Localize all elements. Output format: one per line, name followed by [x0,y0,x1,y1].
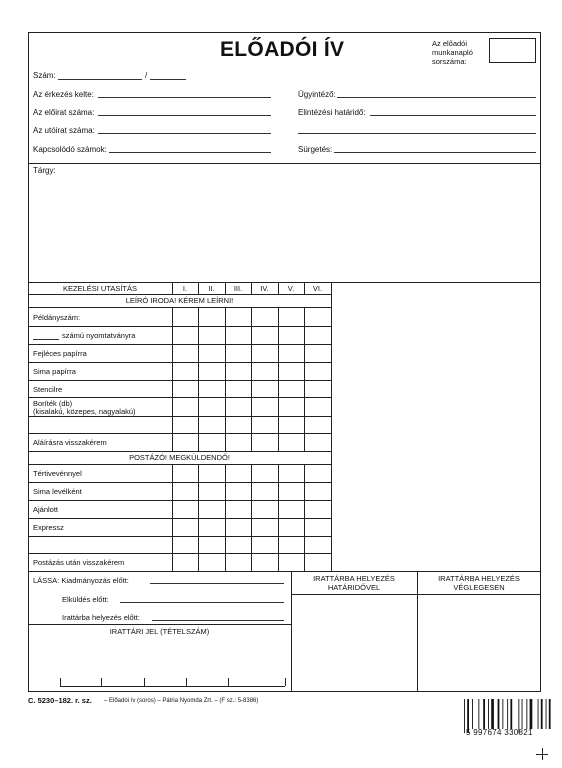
szam-year-field[interactable] [150,79,186,80]
reminder-label: Sürgetés: [298,145,333,154]
row-stencil: Stencilre [33,385,63,394]
arrival-date-label: Az érkezés kelte: [33,90,94,99]
barcode-bar [510,699,512,729]
section-typing-header: LEÍRÓ IRODA! KÉREM LEÍRNI! [125,296,234,305]
col-sep [172,307,173,451]
row-line [28,362,331,363]
footer-desc: – Előadói ív (soros) – Pátria Nyomda Zrt. – (F sz.: 5-8386) [104,698,259,704]
later-doc-label: Az utóirat száma: [33,126,95,135]
col-header-2: II. [208,284,215,293]
table-header-line [28,294,331,295]
szam-label: Szám: [33,71,56,80]
deadline-label: Elintézési határidő: [298,108,366,117]
deadline-field[interactable] [370,115,536,116]
row-line [28,500,331,501]
barcode-bar [507,699,508,729]
row-line [28,397,331,398]
row-line [28,416,331,417]
row-line [28,433,331,434]
see-before-send-field[interactable] [120,602,284,603]
archive-tick [144,678,145,686]
header-divider [28,163,541,164]
subject-label: Tárgy: [33,166,56,175]
log-number-box[interactable] [489,38,536,63]
barcode-bar [549,699,551,729]
form-number-field[interactable] [33,339,59,340]
archive-tick [228,678,229,686]
bottom-top-line [28,571,541,572]
row-line [28,536,331,537]
col-header-6: VI. [312,284,323,293]
handling-header: KEZELÉSI UTASÍTÁS [62,284,138,293]
archive-code-label: IRATTÁRI JEL (TÉTELSZÁM) [109,627,210,636]
barcode-bar [498,699,500,729]
col-header-4: IV. [260,284,269,293]
section-line [28,464,331,465]
archive-tick [186,678,187,686]
prior-doc-label: Az előirat száma: [33,108,95,117]
archive-deadline-label-1: IRATTÁRBA HELYEZÉS [313,574,395,583]
barcode-bar [546,699,547,729]
row-form-number: számú nyomtatványra [62,331,136,340]
barcode-bar [530,699,533,729]
szam-field[interactable] [58,79,142,80]
see-before-issue-field[interactable] [150,583,284,584]
row-line [28,326,331,327]
col-header-3: III. [233,284,243,293]
row-return-after-mail: Postázás után visszakérem [33,558,125,567]
clerk-field[interactable] [337,97,536,98]
row-line [28,344,331,345]
barcode-bar [472,699,473,729]
barcode-bar [538,699,539,729]
row-envelope-sizes: (kisalakú, közepes, nagyalakú) [33,407,136,416]
archive-tick [60,678,61,686]
row-return-signature: Aláírásra visszakérem [33,438,107,447]
crop-mark [536,754,548,755]
barcode-bar [526,699,527,729]
col-sep [304,307,305,451]
log-label-3: sorszáma: [432,57,467,66]
row-envelope: Boríték (db) [33,399,73,408]
row-plain-paper: Sima papírra [33,367,76,376]
row-plain-letter: Sima levélként [33,487,82,496]
barcode-bar [491,699,494,729]
archive-code-baseline [60,686,285,687]
szam-separator: / [145,71,148,80]
row-copies: Példányszám: [33,313,81,322]
archive-code-line [28,624,291,625]
clerk-label: Ügyintéző: [298,90,336,99]
bottom-header-line [291,594,541,595]
row-registered: Ajánlott [33,505,59,514]
subject-area[interactable] [30,175,538,280]
see-before-send: Elküldés előtt: [62,595,109,604]
footer-code: C. 5230–182. r. sz. [28,696,92,705]
row-line [28,451,331,452]
col-sep [278,307,279,451]
prior-doc-field[interactable] [98,115,271,116]
table-top-line [28,282,541,283]
barcode-bar [478,699,479,729]
table-right-border [331,282,332,572]
row-express: Expressz [33,523,64,532]
reminder-field[interactable] [334,152,536,153]
section-mail-header: POSTÁZÓ! MEGKÜLDENDŐ! [129,453,230,462]
arrival-date-field[interactable] [98,97,271,98]
log-label-1: Az előadói [432,39,468,48]
later-doc-field[interactable] [98,133,271,134]
barcode-bar [488,699,489,729]
archive-tick [285,678,286,686]
row-line [28,482,331,483]
archive-tick [101,678,102,686]
archive-final-label-2: VÉGLEGESEN [453,583,505,592]
extra-field[interactable] [298,133,536,134]
archive-final-label-1: IRATTÁRBA HELYEZÉS [438,574,520,583]
row-line [28,380,331,381]
see-before-archive: Irattárba helyezés előtt: [62,613,140,622]
row-letterhead: Fejléces papírra [33,349,87,358]
barcode-bar [541,699,543,729]
see-before-archive-field[interactable] [152,620,284,621]
barcode-bar [502,699,503,729]
barcode-number: 5 997674 330821 [466,728,533,737]
barcode-bar [464,699,465,733]
log-label-2: munkanapló [432,48,473,57]
col-header-5: V. [287,284,295,293]
row-return-receipt: Tértivevénnyel [33,469,82,478]
section-line [28,307,331,308]
barcode-bar [522,699,523,729]
form-title: ELŐADÓI ÍV [220,38,345,61]
col-header-1: I. [182,284,188,293]
see-before-issue: LÁSSA: Kiadmányozás előtt: [33,576,129,585]
row-line [28,553,331,554]
related-numbers-field[interactable] [109,152,271,153]
archive-deadline-label-2: HATÁRIDŐVEL [327,583,381,592]
related-numbers-label: Kapcsolódó számok: [33,145,107,154]
col-sep [225,307,226,451]
col-sep [251,307,252,451]
row-line [28,518,331,519]
col-sep [198,307,199,451]
barcode-bar [483,699,485,729]
